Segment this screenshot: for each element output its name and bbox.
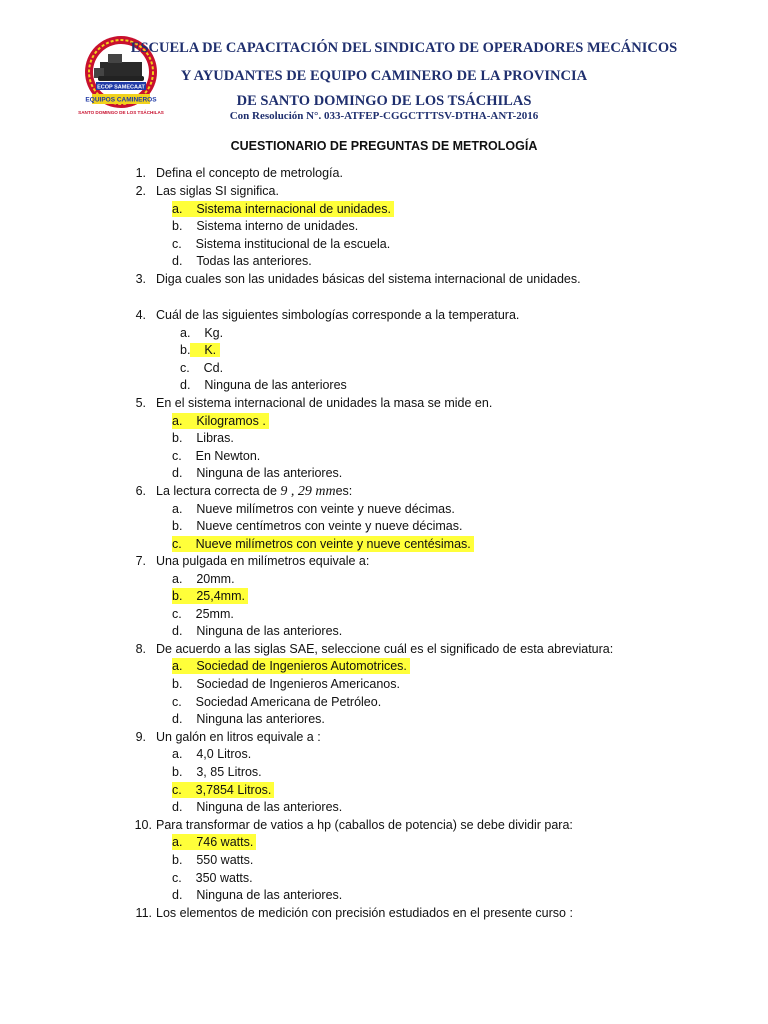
option: b. Nueve centímetros con veinte y nueve décimas.	[172, 519, 463, 533]
question-text: Una pulgada en milímetros equivale a:	[156, 554, 370, 568]
option: d. Ninguna de las anteriores.	[172, 888, 343, 902]
question-text: De acuerdo a las siglas SAE, seleccione cuál es el significado de esta abreviatura:	[156, 642, 614, 656]
question-text: Defina el concepto de metrología.	[156, 166, 343, 180]
option-highlighted	[172, 201, 394, 217]
option: b. Sistema interno de unidades.	[172, 219, 359, 233]
question-text: Diga cuales son las unidades básicas del sistema internacional de unidades.	[156, 272, 581, 286]
question-number: 6.	[135, 484, 146, 498]
header-line-3: DE SANTO DOMINGO DE LOS TSÁCHILAS	[236, 93, 532, 109]
question-text: Un galón en litros equivale a :	[156, 730, 321, 744]
option: a. Kg.	[180, 326, 224, 340]
resolution-line: Con Resolución N°. 033-ATFEP-CGGCTTTSV-DTHA-ANT-2016	[229, 110, 539, 122]
logo-caption-2: SANTO DOMINGO DE LOS TSÁCHILAS	[78, 110, 164, 115]
option: d. Ninguna de las anteriores.	[172, 466, 343, 480]
option: a. 20mm.	[172, 572, 235, 586]
option-highlighted: c. Nueve milímetros con veinte y nueve centésimas.	[172, 536, 474, 552]
option: d. Todas las anteriores.	[172, 254, 312, 268]
question-text: Los elementos de medición con precisión estudiados en el presente curso :	[156, 906, 573, 920]
option-highlighted: c. 3,7854 Litros.	[172, 782, 274, 798]
page-title: CUESTIONARIO DE PREGUNTAS DE METROLOGÍA	[230, 139, 538, 153]
question-number: 10.	[134, 818, 152, 832]
logo-caption-1: EQUIPOS CAMINEROS	[85, 96, 157, 104]
option: d. Ninguna de las anteriores	[180, 378, 347, 392]
option: d. Ninguna las anteriores.	[172, 712, 325, 726]
question-number: 11.	[135, 906, 152, 920]
option: a. 4,0 Litros.	[172, 747, 252, 761]
question-number: 4.	[135, 308, 146, 322]
option: c. Sociedad Americana de Petróleo.	[172, 695, 382, 709]
option: b. 550 watts.	[172, 853, 254, 867]
question-text: Cuál de las siguientes simbologías corresponde a la temperatura.	[156, 308, 520, 322]
option: d. Ninguna de las anteriores.	[172, 800, 343, 814]
option-highlighted: a. 746 watts.	[172, 834, 256, 850]
question-number: 9.	[135, 730, 146, 744]
option: b. 3, 85 Litros.	[172, 765, 262, 779]
question-text: La lectura correcta de 9 , 29 mmes:	[156, 484, 353, 499]
option: d. Ninguna de las anteriores.	[172, 624, 343, 638]
question-text: Las siglas SI significa.	[156, 184, 279, 198]
option-highlighted: a. Kilogramos .	[172, 413, 269, 429]
header-line-1: ESCUELA DE CAPACITACIÓN DEL SINDICATO DE OPERADORES MECÁNICOS	[130, 40, 678, 56]
question-text: En el sistema internacional de unidades la masa se mide en.	[156, 396, 493, 410]
question-number: 8.	[135, 642, 146, 656]
option: c. 25mm.	[172, 607, 234, 621]
option: c. 350 watts.	[172, 871, 253, 885]
option-letter: a.	[172, 202, 183, 216]
option: b. Libras.	[172, 431, 234, 445]
header-line-2: Y AYUDANTES DE EQUIPO CAMINERO DE LA PROVINCIA	[180, 68, 588, 84]
option: c. Cd.	[180, 361, 224, 375]
math-value: 9 , 29 mm	[280, 484, 336, 499]
question-number: 7.	[135, 554, 146, 568]
question-number: 2.	[135, 184, 146, 198]
question-number: 3.	[135, 272, 146, 286]
option-highlighted: b. 25,4mm.	[172, 588, 248, 604]
option: c. En Newton.	[172, 449, 261, 463]
option: c. Sistema institucional de la escuela.	[172, 237, 391, 251]
option-highlighted: a. Sociedad de Ingenieros Automotrices.	[172, 658, 410, 674]
question-text: Para transformar de vatios a hp (caballos de potencia) se debe dividir para:	[156, 818, 573, 832]
option: b. Sociedad de Ingenieros Americanos.	[172, 677, 400, 691]
option-highlighted: b. K.	[180, 342, 220, 358]
option-text: Sistema internacional de unidades.	[196, 202, 391, 216]
question-number: 1.	[135, 166, 146, 180]
logo-badge-text: ECOP SAMECAAT	[97, 84, 145, 91]
option: a. Nueve milímetros con veinte y nueve décimas.	[172, 502, 455, 516]
question-number: 5.	[135, 396, 146, 410]
